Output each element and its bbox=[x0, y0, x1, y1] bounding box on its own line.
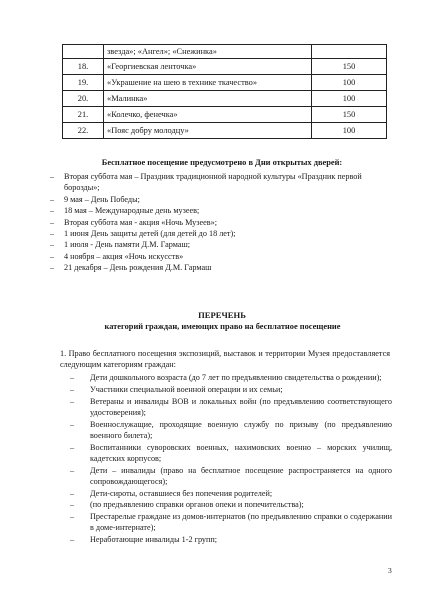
row-number: 20. bbox=[63, 91, 104, 107]
table-row bbox=[63, 75, 387, 91]
row-number: 22. bbox=[63, 123, 104, 139]
list-item: – 1 июля - День памяти Д.М. Гармаш; bbox=[48, 239, 388, 250]
list-item: – 18 мая – Международные день музеев; bbox=[48, 205, 388, 216]
row-price: 100 bbox=[312, 91, 387, 107]
open-days-list bbox=[48, 171, 388, 274]
intro-paragraph: 1. Право бесплатного посещения экспозиций, выставок и территории Музея предоставляется следующим категориям граждан: bbox=[60, 349, 390, 369]
row-number: 18. bbox=[63, 59, 104, 75]
list-item: – 21 декабря – День рождения Д.М. Гармаш bbox=[48, 262, 388, 273]
list-title: ПЕРЕЧЕНЬ bbox=[198, 310, 246, 320]
list-item: – 9 мая – День Победы; bbox=[48, 194, 388, 205]
row-price: 150 bbox=[312, 107, 387, 123]
list-item: – Вторая суббота мая – Праздник традиционной народной культуры «Праздник первой борозды»; bbox=[48, 171, 388, 194]
table-row bbox=[63, 123, 387, 139]
list-item: – Воспитанники суворовских военных, нахимовских военно – морских училищ, кадетских корпусов; bbox=[62, 442, 392, 464]
table-row bbox=[63, 59, 387, 75]
list-item: – Престарелые граждане из домов-интернатов (по предъявлению справки о содержании в доме-интернате); bbox=[62, 511, 392, 533]
row-item-name: «Колечко, фенечка» bbox=[104, 107, 312, 123]
row-item-name: «Пояс добру молодцу» bbox=[104, 123, 312, 139]
table-row bbox=[63, 45, 387, 59]
list-item: – Военнослужащие, проходящие военную службу по призыву (по предъявлению военного билета); bbox=[62, 419, 392, 441]
list-item: – Вторая суббота мая - акция «Ночь Музеев»; bbox=[48, 217, 388, 228]
row-number: 19. bbox=[63, 75, 104, 91]
free-visits-heading: Бесплатное посещение предусмотрено в Дни открытых дверей: bbox=[101, 158, 343, 167]
list-item: – 4 ноября – акция «Ночь искусств» bbox=[48, 251, 388, 262]
list-subtitle: категорий граждан, имеющих право на бесплатное посещение bbox=[104, 322, 341, 331]
list-item: – Дети – инвалиды (право на бесплатное посещение распространяется на одного сопровождающегося); bbox=[62, 465, 392, 487]
row-item-name: «Георгиевская ленточка» bbox=[104, 59, 312, 75]
row-number bbox=[63, 45, 104, 59]
categories-list bbox=[62, 372, 392, 546]
list-item: – Дети-сироты, оставшиеся без попечения родителей; bbox=[62, 488, 392, 499]
price-table bbox=[62, 44, 387, 139]
row-price bbox=[312, 45, 387, 59]
row-price: 100 bbox=[312, 123, 387, 139]
page-number: 3 bbox=[388, 566, 392, 575]
list-item: – (по предъявлению справки органов опеки и попечительства); bbox=[62, 499, 392, 510]
table-row bbox=[63, 107, 387, 123]
row-item-name: «Украшение на шею в технике ткачество» bbox=[104, 75, 312, 91]
list-item: – Неработающие инвалиды 1-2 групп; bbox=[62, 534, 392, 545]
row-price: 100 bbox=[312, 75, 387, 91]
row-number: 21. bbox=[63, 107, 104, 123]
row-price: 150 bbox=[312, 59, 387, 75]
list-item: – Участники специальной военной операции и их семьи; bbox=[62, 384, 392, 395]
table-row bbox=[63, 91, 387, 107]
list-item: – Ветераны и инвалиды ВОВ и локальных войн (по предъявлению соответствующего удостоверения); bbox=[62, 396, 392, 418]
list-item: – 1 июня День защиты детей (для детей до 18 лет); bbox=[48, 228, 388, 239]
list-item: – Дети дошкольного возраста (до 7 лет по предъявлению свидетельства о рождении); bbox=[62, 372, 392, 383]
row-item-name: «Малинка» bbox=[104, 91, 312, 107]
row-item-name: звезда»; «Ангел»; «Снежинка» bbox=[104, 45, 312, 59]
